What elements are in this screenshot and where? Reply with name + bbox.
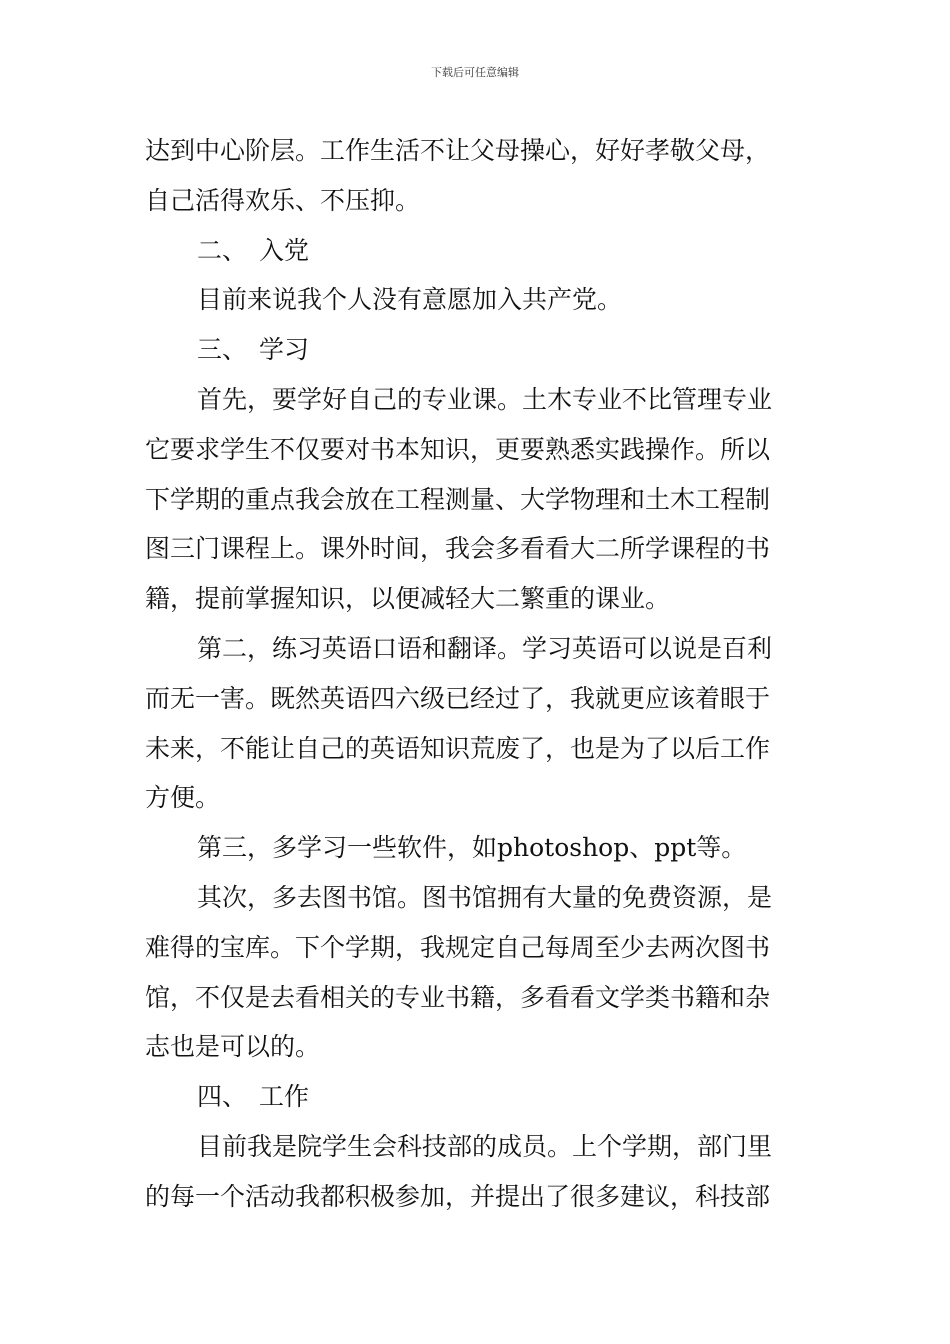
- text-line: 难得的宝库。下个学期，我规定自己每周至少去两次图书: [145, 932, 771, 962]
- text-line: 它要求学生不仅要对书本知识，更要熟悉实践操作。所以: [145, 434, 771, 464]
- section-title: 学习: [259, 335, 310, 365]
- section-heading: [145, 325, 807, 375]
- text-line: 籍，提前掌握知识，以便减轻大二繁重的课业。: [145, 584, 671, 614]
- text-line: 达到中心阶层。工作生活不让父母操心，好好孝敬父母，: [145, 136, 771, 165]
- text-line: 目前来说我个人没有意愿加入共产党。: [197, 285, 623, 315]
- text-line: 的每一个活动我都积极参加，并提出了很多建议，科技部: [145, 1181, 771, 1211]
- text-line: 自己活得欢乐、不压抑。: [145, 185, 421, 215]
- text-line: 第二，练习英语口语和翻译。学习英语可以说是百利: [197, 633, 773, 663]
- body-paragraph: [145, 275, 807, 325]
- text-line: 其次，多去图书馆。图书馆拥有大量的免费资源，是: [197, 882, 773, 912]
- text-line: 志也是可以的。: [145, 1032, 321, 1062]
- text-line: 目前我是院学生会科技部的成员。上个学期，部门里: [197, 1131, 773, 1161]
- section-number: 三、: [197, 335, 248, 365]
- section-number: 四、: [197, 1082, 248, 1112]
- text-line: 馆，不仅是去看相关的专业书籍，多看看文学类书籍和杂: [145, 982, 771, 1012]
- body-paragraph: [145, 1122, 807, 1222]
- text-line: 第三，多学习一些软件，如photoshop、ppt等。: [197, 833, 747, 863]
- section-number: 二、: [197, 235, 248, 265]
- body-paragraph: [145, 624, 807, 823]
- body-paragraph: [145, 126, 807, 226]
- section-title: 工作: [259, 1082, 310, 1112]
- section-title: 入党: [259, 235, 310, 265]
- text-line: 下学期的重点我会放在工程测量、大学物理和土木工程制: [145, 484, 771, 514]
- body-paragraph: [145, 823, 807, 873]
- page-header: 下载后可任意编辑: [431, 66, 519, 79]
- document-body: [145, 126, 807, 1222]
- text-line: 首先，要学好自己的专业课。土木专业不比管理专业: [197, 384, 773, 414]
- section-heading: [145, 226, 807, 276]
- text-line: 方便。: [145, 783, 221, 813]
- body-paragraph: [145, 375, 807, 624]
- body-paragraph: [145, 873, 807, 1072]
- text-line: 图三门课程上。课外时间，我会多看看大二所学课程的书: [145, 534, 771, 564]
- section-heading: [145, 1072, 807, 1122]
- text-line: 而无一害。既然英语四六级已经过了，我就更应该着眼于: [145, 683, 771, 713]
- text-line: 未来，不能让自己的英语知识荒废了，也是为了以后工作: [145, 733, 771, 763]
